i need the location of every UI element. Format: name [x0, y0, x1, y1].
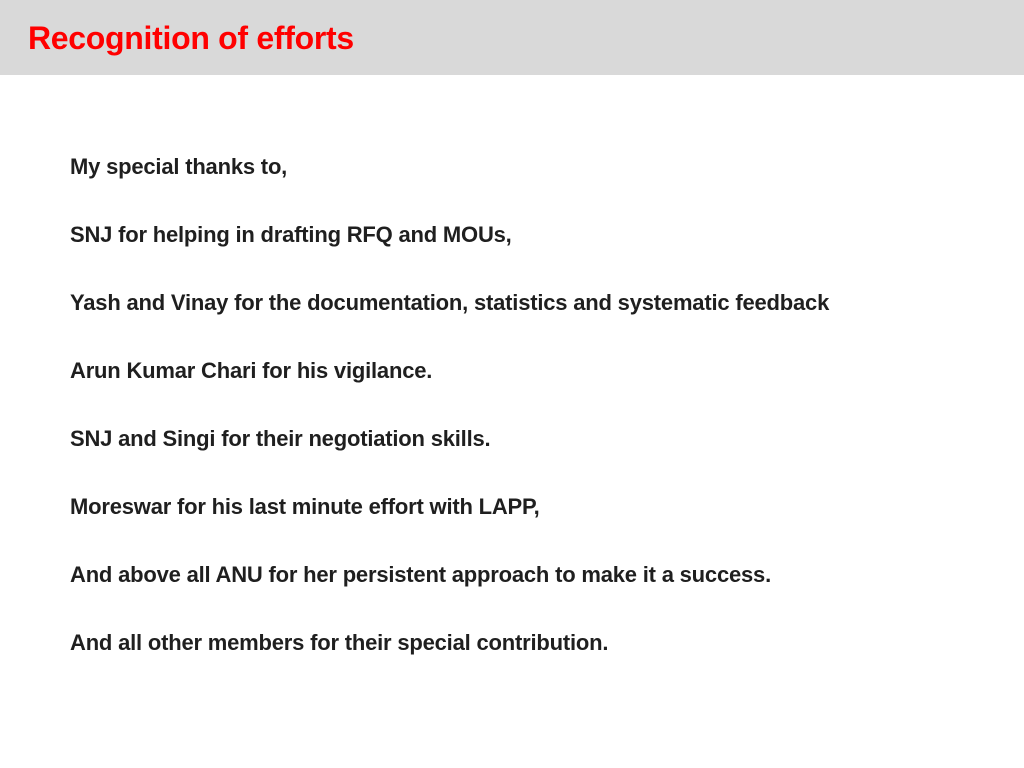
slide-body: [70, 150, 990, 694]
text-line-snj-drafting: SNJ for helping in drafting RFQ and MOUs,: [70, 222, 512, 247]
text-line-intro: My special thanks to,: [70, 154, 288, 179]
slide-title: Recognition of efforts: [28, 20, 354, 56]
text-line-arun-kumar-chari: Arun Kumar Chari for his vigilance.: [70, 358, 433, 383]
text-line-moreswar: Moreswar for his last minute effort with LAPP,: [70, 494, 540, 519]
text-line-yash-vinay: Yash and Vinay for the documentation, statistics and systematic feedback: [70, 290, 830, 315]
text-line-anu: And above all ANU for her persistent approach to make it a success.: [70, 562, 771, 587]
text-line-snj-singi: SNJ and Singi for their negotiation skills.: [70, 426, 491, 451]
text-line-all-members: And all other members for their special contribution.: [70, 630, 609, 655]
title-bar: [0, 0, 1024, 75]
